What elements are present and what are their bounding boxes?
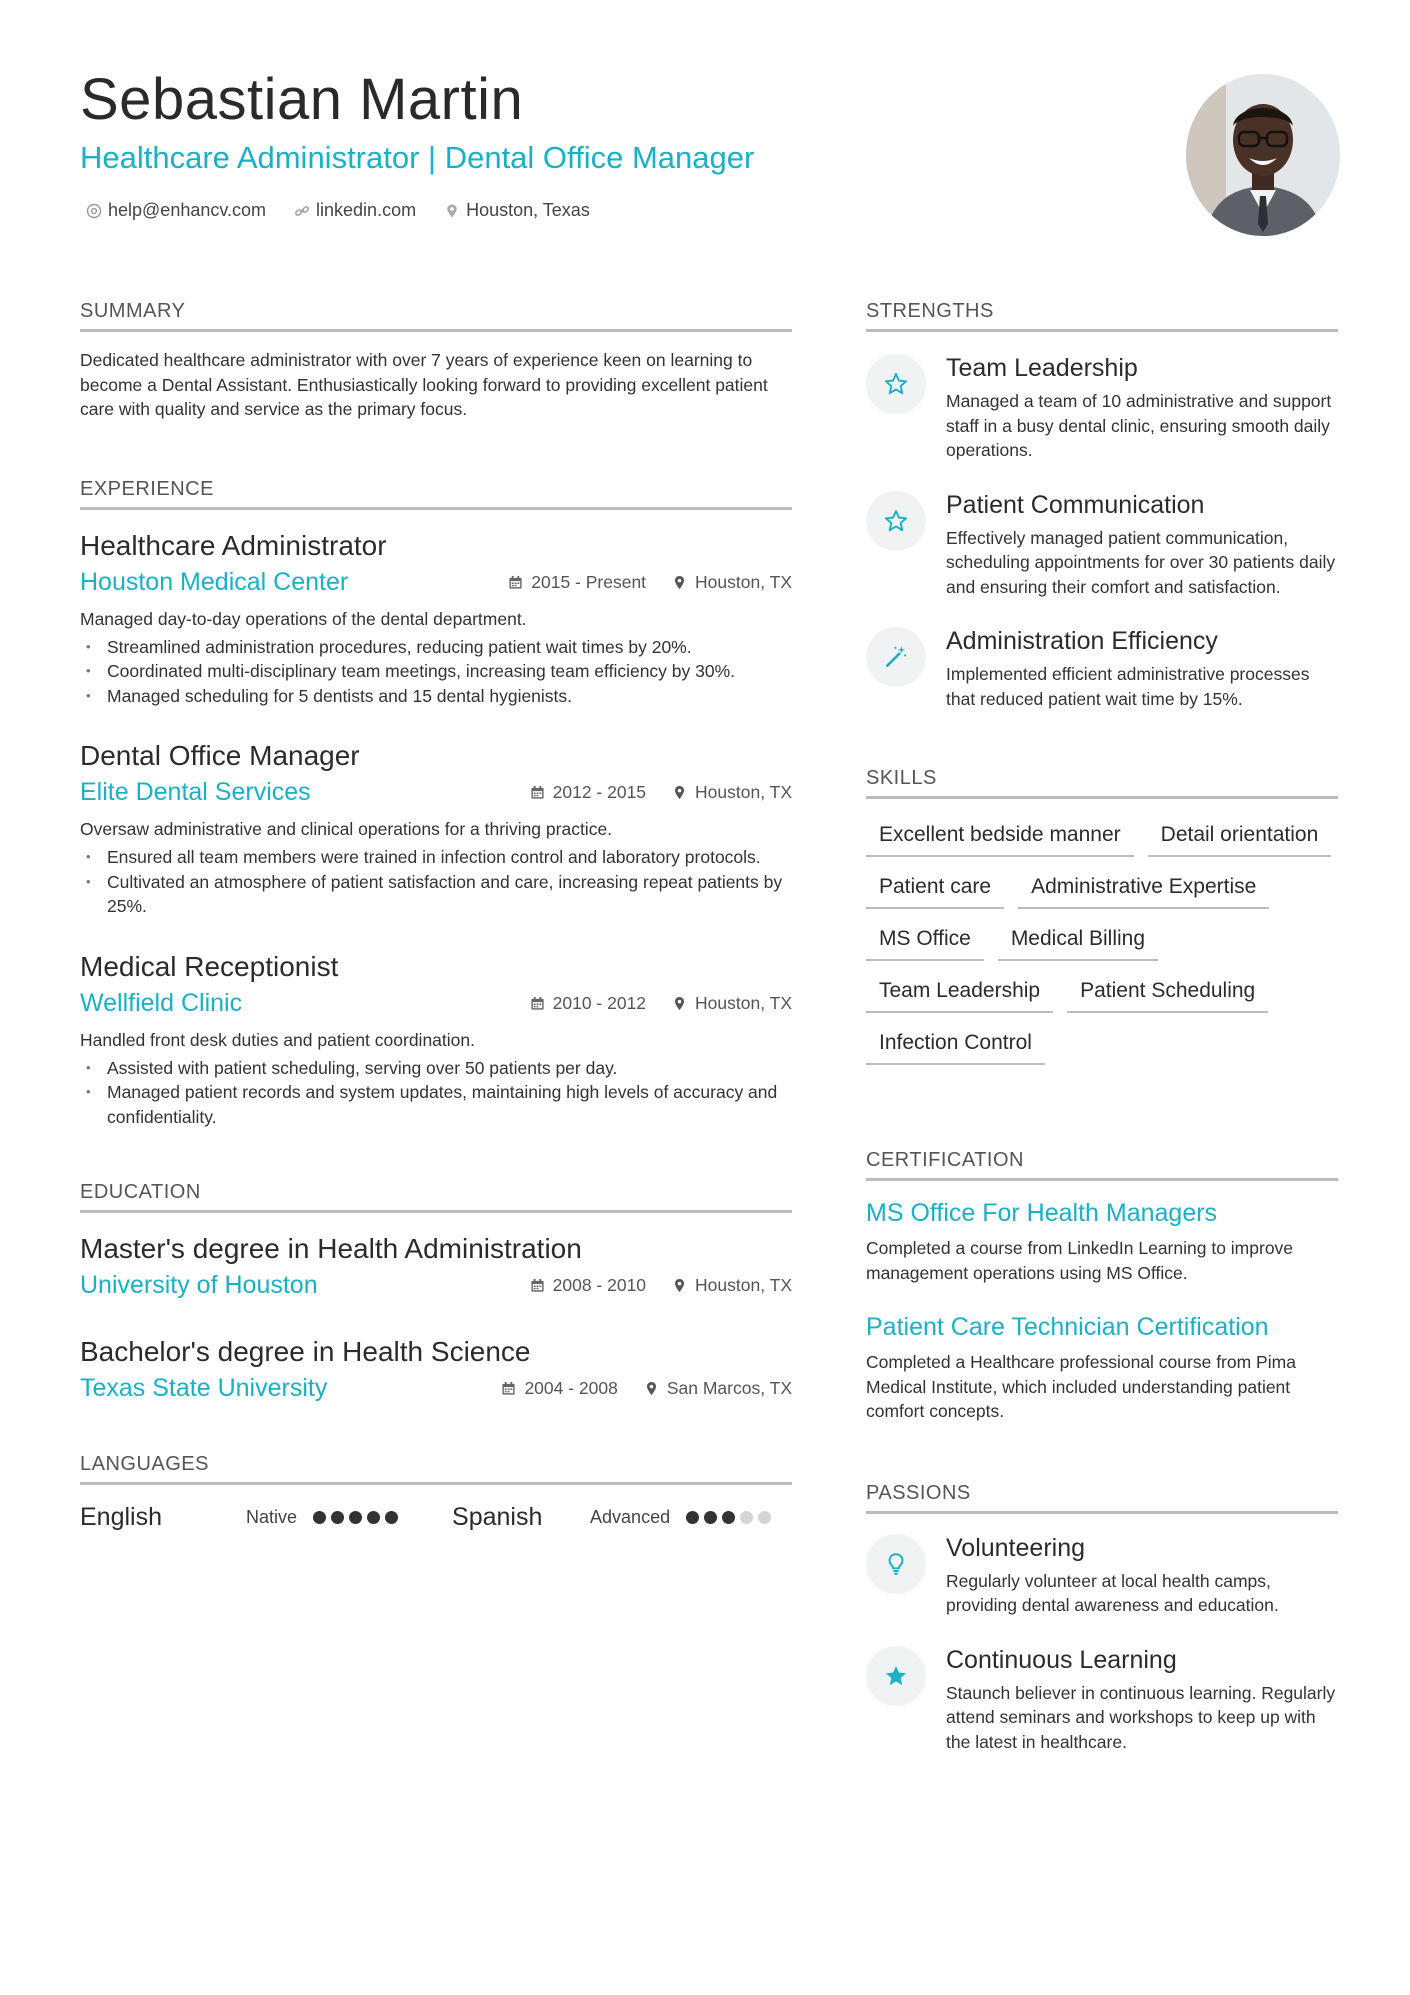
education-entry bbox=[80, 1336, 792, 1403]
section-title-skills: SKILLS bbox=[866, 767, 1338, 799]
skill-tag: Patient care bbox=[866, 873, 1004, 909]
contact-bar bbox=[86, 200, 590, 221]
calendar-icon bbox=[508, 575, 523, 590]
experience-section bbox=[80, 478, 792, 1130]
job-description: Oversaw administrative and clinical operations for a thriving practice. bbox=[80, 819, 613, 839]
strength-desc: Implemented efficient administrative processes that reduced patient wait time by 15%. bbox=[946, 664, 1310, 709]
rating-dot-filled bbox=[385, 1511, 398, 1524]
language-rating bbox=[313, 1511, 398, 1524]
bullet-item: • Ensured all team members were trained in infection control and laboratory protocols. bbox=[80, 845, 792, 870]
location-text: San Marcos, TX bbox=[666, 1378, 792, 1398]
section-title-passions: PASSIONS bbox=[866, 1482, 1338, 1514]
location-text: Houston, TX bbox=[695, 1275, 792, 1295]
company-name: Wellfield Clinic bbox=[80, 988, 243, 1017]
education-section bbox=[80, 1181, 792, 1403]
date-text: 2012 - 2015 bbox=[552, 782, 647, 802]
language-level: Native bbox=[246, 1507, 298, 1527]
company-name: Elite Dental Services bbox=[80, 778, 311, 806]
strength-item bbox=[866, 627, 1338, 711]
section-title-certification: CERTIFICATION bbox=[866, 1149, 1338, 1181]
skill-tag: Patient Scheduling bbox=[1067, 977, 1268, 1013]
entry-header-row bbox=[80, 778, 792, 807]
company-name: Houston Medical Center bbox=[80, 567, 349, 596]
job-description: Managed day-to-day operations of the dental department. bbox=[80, 608, 527, 629]
date-text: 2010 - 2012 bbox=[552, 992, 647, 1013]
passion-item bbox=[866, 1534, 1338, 1618]
job-title: Medical Receptionist bbox=[80, 950, 339, 982]
strength-desc: Effectively managed patient communication, scheduling appointments for over 30 patients daily and ensuring their comfort and satisfaction. bbox=[946, 527, 1336, 597]
skill-tag: Infection Control bbox=[866, 1029, 1045, 1065]
rating-dot-filled bbox=[349, 1511, 362, 1524]
experience-entry bbox=[80, 530, 792, 709]
bullet-item: • Managed patient records and system updates, maintaining high levels of accuracy and confidentiality. bbox=[80, 1080, 792, 1129]
date-range bbox=[530, 1275, 646, 1296]
candidate-headline: Healthcare Administrator | Dental Office Manager bbox=[80, 140, 755, 175]
location-pin-icon bbox=[672, 785, 687, 800]
languages-section bbox=[80, 1453, 792, 1532]
date-range bbox=[501, 1378, 617, 1399]
entry-header-row bbox=[80, 1374, 792, 1403]
education-entry bbox=[80, 1233, 792, 1300]
section-title-experience: EXPERIENCE bbox=[80, 478, 792, 510]
job-bullets bbox=[80, 635, 792, 709]
contact-linkedin-text: linkedin.com bbox=[316, 200, 417, 220]
entry-meta bbox=[530, 993, 792, 1014]
calendar-icon bbox=[501, 1381, 516, 1396]
passion-desc: Staunch believer in continuous learning. Regularly attend seminars and workshops to keep up with the latest in healthcare. bbox=[946, 1682, 1336, 1752]
section-title-education: EDUCATION bbox=[80, 1181, 792, 1213]
skill-tag: Administrative Expertise bbox=[1018, 873, 1269, 909]
profile-photo bbox=[1186, 74, 1340, 236]
school-location bbox=[672, 1275, 792, 1296]
skill-tag: Detail orientation bbox=[1148, 821, 1332, 857]
entry-header-row bbox=[80, 1271, 792, 1300]
certification-section bbox=[866, 1149, 1338, 1424]
certification-title: Patient Care Technician Certification bbox=[866, 1313, 1269, 1341]
certification-desc: Completed a Healthcare professional course from Pima Medical Institute, which included understanding patient comfort concepts. bbox=[866, 1352, 1296, 1421]
strength-title: Patient Communication bbox=[946, 490, 1205, 519]
language-rating bbox=[686, 1511, 771, 1524]
passion-item bbox=[866, 1646, 1338, 1755]
contact-email[interactable] bbox=[86, 200, 266, 221]
strength-icon-wrap bbox=[866, 627, 926, 687]
rating-dot-filled bbox=[367, 1511, 380, 1524]
job-location bbox=[672, 993, 792, 1014]
school-name: University of Houston bbox=[80, 1271, 318, 1299]
candidate-name: Sebastian Martin bbox=[80, 67, 524, 132]
section-title-summary: SUMMARY bbox=[80, 300, 792, 332]
bullet-item: • Cultivated an atmosphere of patient satisfaction and care, increasing repeat patients by 25%. bbox=[80, 870, 792, 919]
contact-email-text: help@enhancv.com bbox=[108, 200, 267, 220]
language-name: English bbox=[80, 1503, 162, 1531]
rating-dot-empty bbox=[758, 1511, 771, 1524]
strength-title: Administration Efficiency bbox=[946, 627, 1218, 655]
star-outline-icon bbox=[883, 508, 909, 534]
job-bullets bbox=[80, 845, 792, 919]
skills-list bbox=[866, 821, 1338, 1065]
strength-item bbox=[866, 354, 1338, 463]
magic-wand-icon bbox=[883, 644, 909, 670]
passion-icon-wrap bbox=[866, 1534, 926, 1594]
job-description: Handled front desk duties and patient coordination. bbox=[80, 1029, 475, 1050]
rating-dot-filled bbox=[313, 1511, 326, 1524]
left-column bbox=[80, 300, 792, 1532]
calendar-icon bbox=[530, 785, 545, 800]
rating-dot-filled bbox=[704, 1511, 717, 1524]
date-range bbox=[530, 993, 646, 1014]
bullet-item: • Assisted with patient scheduling, serving over 50 patients per day. bbox=[80, 1056, 792, 1081]
date-range bbox=[530, 782, 646, 803]
date-text: 2015 - Present bbox=[531, 571, 647, 592]
school-location bbox=[644, 1378, 792, 1399]
entry-header-row bbox=[80, 568, 792, 597]
star-outline-icon bbox=[883, 371, 909, 397]
passion-icon-wrap bbox=[866, 1646, 926, 1706]
job-location bbox=[672, 782, 792, 803]
certification-item bbox=[866, 1313, 1338, 1424]
calendar-icon bbox=[530, 1278, 545, 1293]
rating-dot-filled bbox=[331, 1511, 344, 1524]
passion-desc: Regularly volunteer at local health camps, providing dental awareness and education. bbox=[946, 1570, 1279, 1615]
location-pin-icon bbox=[672, 996, 687, 1011]
entry-meta bbox=[501, 1378, 792, 1399]
entry-header-row bbox=[80, 989, 792, 1018]
language-level: Advanced bbox=[590, 1507, 671, 1527]
degree-title: Master's degree in Health Administration bbox=[80, 1233, 582, 1264]
languages-row bbox=[80, 1503, 792, 1532]
entry-meta bbox=[530, 1275, 792, 1296]
contact-location-text: Houston, Texas bbox=[466, 200, 590, 220]
job-title: Dental Office Manager bbox=[80, 740, 360, 771]
strength-icon-wrap bbox=[866, 491, 926, 551]
section-title-languages: LANGUAGES bbox=[80, 1453, 792, 1485]
date-text: 2004 - 2008 bbox=[524, 1378, 618, 1398]
language-name: Spanish bbox=[452, 1503, 543, 1531]
at-icon bbox=[86, 203, 102, 219]
skill-tag: MS Office bbox=[866, 925, 984, 961]
calendar-icon bbox=[530, 996, 545, 1011]
certification-item bbox=[866, 1199, 1338, 1285]
strength-desc: Managed a team of 10 administrative and support staff in a busy dental clinic, ensuring smooth daily operations. bbox=[946, 391, 1332, 460]
job-bullets bbox=[80, 1056, 792, 1130]
passion-title: Volunteering bbox=[946, 1533, 1086, 1562]
strength-icon-wrap bbox=[866, 354, 926, 414]
strengths-section bbox=[866, 300, 1338, 711]
skills-section bbox=[866, 767, 1338, 1065]
date-range bbox=[508, 572, 646, 593]
skill-tag: Medical Billing bbox=[998, 925, 1158, 961]
right-column bbox=[866, 300, 1338, 1754]
location-text: Houston, TX bbox=[695, 782, 792, 802]
skill-tag: Excellent bedside manner bbox=[866, 821, 1134, 857]
contact-linkedin[interactable] bbox=[294, 200, 416, 221]
summary-section bbox=[80, 300, 792, 422]
experience-entry bbox=[80, 740, 792, 919]
job-location bbox=[672, 572, 792, 593]
bullet-item: • Managed scheduling for 5 dentists and 15 dental hygienists. bbox=[80, 684, 792, 709]
contact-location bbox=[444, 200, 590, 221]
link-icon bbox=[294, 203, 310, 219]
location-text: Houston, TX bbox=[695, 571, 792, 592]
star-filled-icon bbox=[883, 1663, 909, 1689]
certification-desc: Completed a course from LinkedIn Learning to improve management operations using MS Office. bbox=[866, 1238, 1294, 1283]
location-text: Houston, TX bbox=[695, 992, 792, 1013]
passion-title: Continuous Learning bbox=[946, 1645, 1177, 1674]
strength-item bbox=[866, 491, 1338, 600]
degree-title: Bachelor's degree in Health Science bbox=[80, 1336, 531, 1367]
rating-dot-filled bbox=[722, 1511, 735, 1524]
lightbulb-icon bbox=[883, 1551, 909, 1577]
strength-title: Team Leadership bbox=[946, 354, 1138, 382]
summary-text: Dedicated healthcare administrator with over 7 years of experience keen on learning to become a Dental Assistant. Enthusiastically looking forward to providing excellent patient care with quality and service as the primary focus. bbox=[80, 350, 768, 419]
experience-entry bbox=[80, 951, 792, 1130]
date-text: 2008 - 2010 bbox=[552, 1275, 647, 1295]
job-title: Healthcare Administrator bbox=[80, 529, 387, 561]
passions-section bbox=[866, 1482, 1338, 1755]
bullet-item: • Coordinated multi-disciplinary team meetings, increasing team efficiency by 30%. bbox=[80, 659, 792, 684]
avatar bbox=[1186, 74, 1340, 236]
school-name: Texas State University bbox=[80, 1374, 328, 1402]
location-pin-icon bbox=[444, 203, 460, 219]
rating-dot-filled bbox=[686, 1511, 699, 1524]
skill-tag: Team Leadership bbox=[866, 977, 1053, 1013]
location-pin-icon bbox=[644, 1381, 659, 1396]
certification-title: MS Office For Health Managers bbox=[866, 1199, 1218, 1227]
location-pin-icon bbox=[672, 575, 687, 590]
location-pin-icon bbox=[672, 1278, 687, 1293]
entry-meta bbox=[508, 572, 792, 593]
bullet-item: • Streamlined administration procedures, reducing patient wait times by 20%. bbox=[80, 635, 792, 660]
rating-dot-empty bbox=[740, 1511, 753, 1524]
entry-meta bbox=[530, 782, 792, 803]
section-title-strengths: STRENGTHS bbox=[866, 300, 1338, 332]
